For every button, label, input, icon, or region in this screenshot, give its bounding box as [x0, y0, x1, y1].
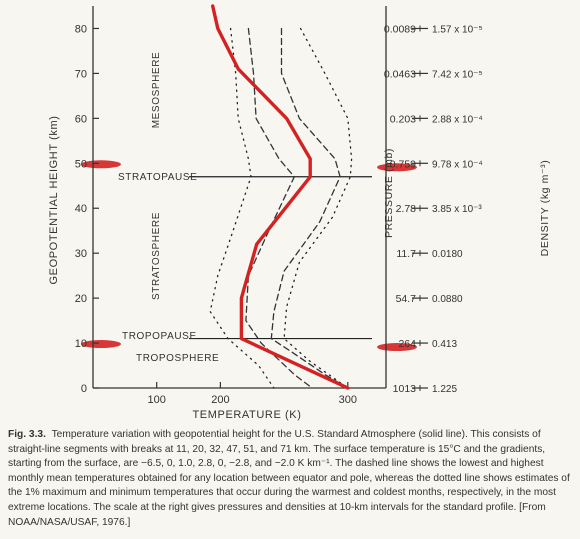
label-troposphere: TROPOSPHERE: [136, 353, 220, 364]
y-tick-label: 80: [74, 23, 87, 36]
x-axis-title: TEMPERATURE (K): [192, 409, 302, 421]
pressure-value: 1013: [392, 383, 416, 395]
figure-caption-text: Temperature variation with geopotential height for the U.S. Standard Atmosphere (solid line). This consists of straight-line segments with breaks at 11, 20, 32, 47, 51, and 71 km. The surface temperature is 15°C and the gradients, starting from the surface, are −6.5, 0, 1.0, 2.8, 0, −2.8, and −2.0 K km⁻¹. The dashed line shows the lowest and highest monthly mean temperatures obtained for any location between equator and pole, whereas the dotted line shows estimates of the 1% maximum and minimum temperatures that occur during the warmest and coldest months, respectively, in the most extreme locations. The scale at the right gives pressures and densities at 10-km intervals for the standard profile. [From NOAA/NASA/USAF, 1976.]: [8, 429, 570, 528]
pressure-value: 2.78: [395, 203, 416, 216]
density-value: 2.88 x 10⁻⁴: [432, 114, 483, 126]
red-highlight-marks: [81, 160, 417, 351]
left-highlight-mark: [81, 160, 121, 168]
label-mesosphere: MESOSPHERE: [151, 51, 162, 129]
y-tick-label: 70: [74, 68, 87, 81]
figure-caption-label: Fig. 3.3.: [8, 429, 46, 440]
pressure-value: 0.203: [389, 113, 416, 126]
pressure-value: 264: [398, 338, 416, 351]
y-tick-label: 60: [74, 113, 87, 126]
x-tick-label: 200: [211, 394, 230, 406]
density-axis-title: DENSITY (kg m⁻³): [539, 159, 551, 257]
y-tick-label: 10: [74, 338, 87, 351]
dotted-envelope-line: [284, 29, 352, 389]
standard-atmosphere-line: [213, 6, 348, 388]
density-value: 0.413: [432, 339, 458, 351]
pressure-value: 54.7: [395, 293, 416, 306]
y-axis-ticks: [75, 23, 99, 395]
density-value: 1.57 x 10⁻⁵: [432, 24, 483, 36]
density-value: 1.225: [432, 384, 458, 395]
density-value: 7.42 x 10⁻⁵: [432, 69, 483, 81]
left-highlight-mark: [81, 340, 121, 348]
y-axis-title: GEOPOTENTIAL HEIGHT (km): [48, 115, 60, 285]
density-value: 3.85 x 10⁻³: [432, 204, 482, 216]
series-lines: [210, 6, 351, 388]
density-value: 9.78 x 10⁻⁴: [432, 159, 483, 171]
x-tick-label: 300: [338, 394, 357, 406]
layer-boundaries: [189, 177, 372, 339]
pressure-value: 0.759: [389, 158, 416, 171]
label-stratosphere: STRATOSPHERE: [151, 212, 162, 300]
figure-caption: [8, 428, 574, 530]
y-tick-label: 40: [74, 203, 87, 216]
pressure-axis-title: PRESSURE (mb): [383, 147, 395, 239]
density-value: 0.0880: [432, 294, 463, 306]
y-tick-label: 30: [74, 248, 87, 261]
y-tick-label: 50: [74, 158, 87, 171]
density-value: 0.0180: [432, 249, 463, 261]
x-axis-ticks: [148, 382, 357, 406]
pressure-value: 11.7: [396, 248, 416, 261]
y-tick-label: 20: [74, 293, 87, 306]
dashed-envelope-line: [271, 29, 348, 389]
pressure-value: 0.0463: [383, 68, 416, 81]
y-tick-label: 0: [80, 383, 87, 395]
pressure-value: 0.0089: [383, 23, 416, 36]
x-tick-label: 100: [147, 394, 166, 406]
dashed-envelope-line: [246, 29, 312, 389]
right-axis-ticks: [384, 23, 483, 395]
label-stratopause: STRATOPAUSE: [118, 172, 198, 183]
label-tropopause: TROPOPAUSE: [122, 331, 197, 342]
